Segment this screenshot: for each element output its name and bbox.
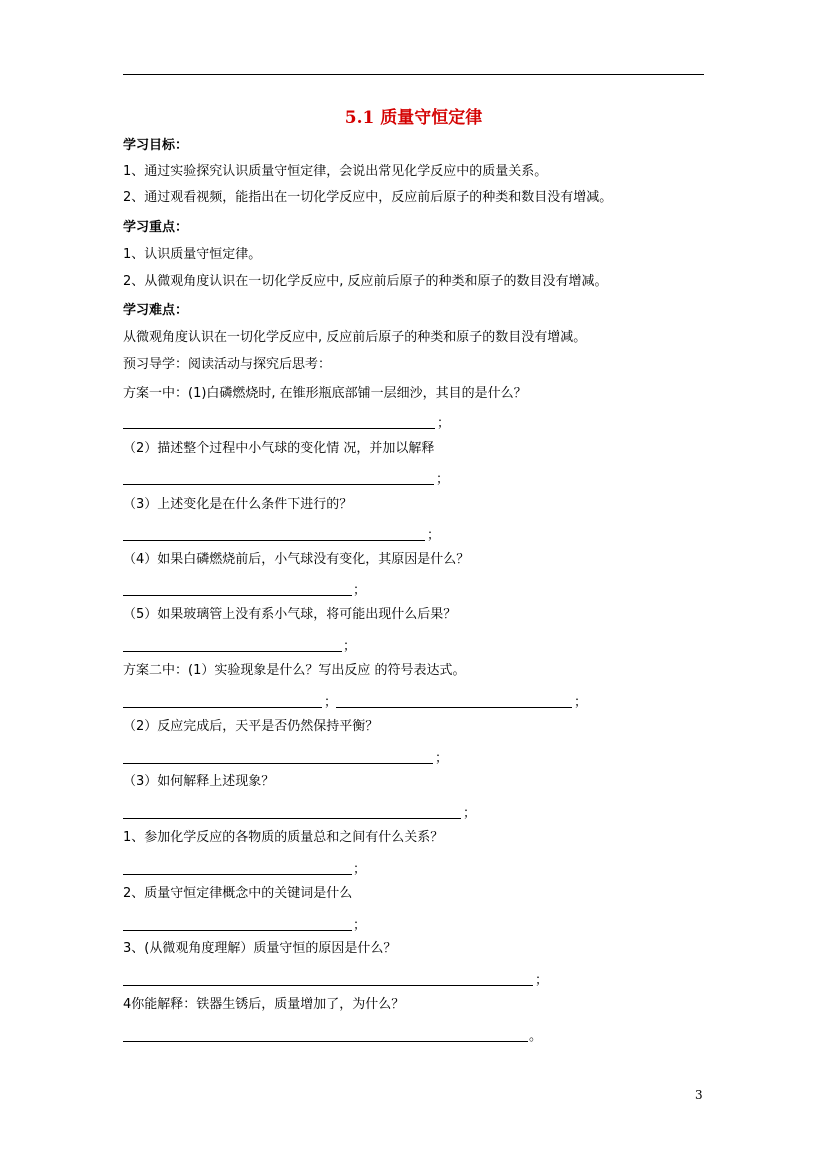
- answer-blank[interactable]: [123, 818, 461, 819]
- semicolon: ；: [427, 528, 441, 543]
- key-2: 2、从微观角度认识在一切化学反应中, 反应前后原子的种类和原子的数目没有增减。: [123, 274, 608, 289]
- answer-blank[interactable]: [123, 985, 533, 986]
- question-plan2-1: 方案二中：(1）实验现象是什么？写出反应 的符号表达式。: [123, 663, 466, 678]
- difficulty-heading: 学习难点：: [123, 303, 189, 318]
- answer-blank[interactable]: [123, 595, 352, 596]
- question-plan1-4: （4）如果白磷燃烧前后，小气球没有变化，其原因是什么？: [123, 552, 470, 567]
- answer-blank[interactable]: [123, 428, 435, 429]
- semicolon: ；: [574, 695, 588, 710]
- key-heading: 学习重点：: [123, 220, 189, 235]
- answer-blank[interactable]: [123, 930, 352, 931]
- semicolon: ；: [353, 862, 367, 877]
- semicolon: ；: [353, 918, 367, 933]
- semicolon: ；: [343, 639, 357, 654]
- question-plan2-3: （3）如何解释上述现象？: [123, 774, 275, 789]
- answer-blank[interactable]: [123, 707, 322, 708]
- summary-question-1: 1、参加化学反应的各物质的质量总和之间有什么关系？: [123, 830, 444, 845]
- question-plan1-1: 方案一中：(1)白磷燃烧时, 在锥形瓶底部铺一层细沙，其目的是什么？: [123, 386, 527, 401]
- answer-blank[interactable]: [123, 763, 433, 764]
- goal-1: 1、通过实验探究认识质量守恒定律，会说出常见化学反应中的质量关系。: [123, 164, 548, 179]
- preview-guide: 预习导学：阅读活动与探究后思考：: [123, 357, 332, 372]
- semicolon: ；: [353, 583, 367, 598]
- question-plan1-2: （2）描述整个过程中小气球的变化情 况，并加以解释: [123, 441, 435, 456]
- page-title: 5.1 质量守恒定律: [344, 108, 483, 128]
- difficulty-1: 从微观角度认识在一切化学反应中, 反应前后原子的种类和原子的数目没有增减。: [123, 330, 587, 345]
- question-plan1-5: （5）如果玻璃管上没有系小气球，将可能出现什么后果？: [123, 607, 457, 622]
- semicolon: ；: [437, 416, 451, 431]
- question-plan2-2: （2）反应完成后，天平是否仍然保持平衡？: [123, 719, 379, 734]
- summary-question-3: 3、(从微观角度理解）质量守恒的原因是什么？: [123, 941, 397, 956]
- semicolon: ；: [463, 806, 477, 821]
- key-1: 1、认识质量守恒定律。: [123, 247, 262, 262]
- answer-blank[interactable]: [123, 1041, 528, 1042]
- period: 。: [529, 1029, 543, 1044]
- header-rule: [123, 74, 704, 75]
- answer-blank[interactable]: [123, 540, 425, 541]
- answer-blank[interactable]: [123, 484, 434, 485]
- semicolon: ；: [535, 973, 549, 988]
- summary-question-2: 2、质量守恒定律概念中的关键词是什么: [123, 886, 353, 901]
- semicolon: ；: [436, 472, 450, 487]
- answer-blank[interactable]: [123, 651, 342, 652]
- goals-heading: 学习目标：: [123, 138, 189, 153]
- question-plan1-3: （3）上述变化是在什么条件下进行的？: [123, 497, 353, 512]
- semicolon: ；: [435, 751, 449, 766]
- semicolon: ；: [324, 695, 338, 710]
- answer-blank[interactable]: [123, 874, 352, 875]
- goal-2: 2、通过观看视频，能指出在一切化学反应中，反应前后原子的种类和数目没有增减。: [123, 190, 613, 205]
- summary-question-4: 4你能解释：铁器生锈后，质量增加了，为什么？: [123, 997, 405, 1012]
- page-number: 3: [695, 1088, 703, 1102]
- answer-blank[interactable]: [336, 707, 572, 708]
